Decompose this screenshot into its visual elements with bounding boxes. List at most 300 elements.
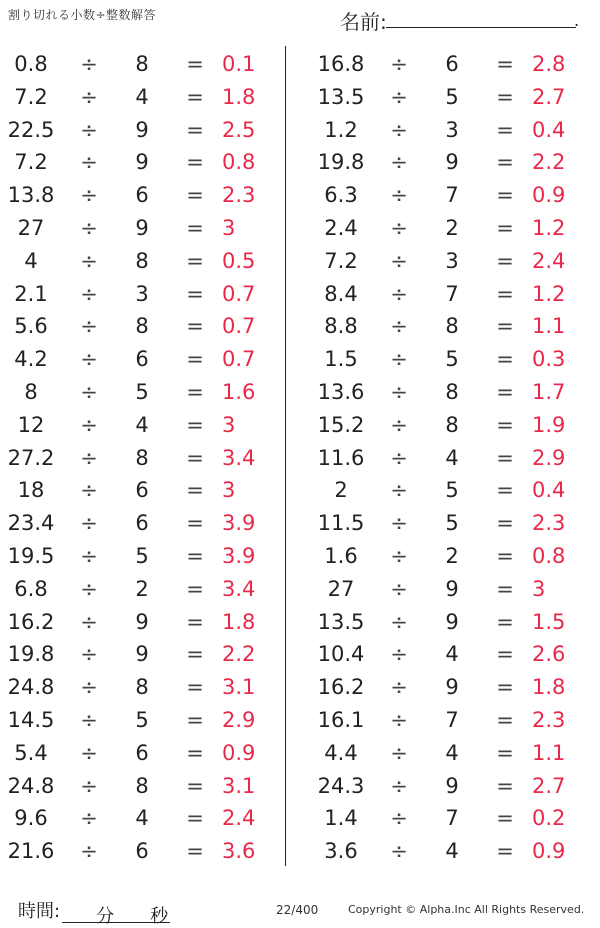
problem-row <box>310 376 600 409</box>
problem-row <box>0 245 290 278</box>
minutes-label: 分 <box>96 906 115 927</box>
division-sign: ÷ <box>80 773 98 798</box>
answer: 0.4 <box>532 478 566 503</box>
equals-sign: = <box>496 543 514 568</box>
dividend: 5.4 <box>14 740 48 765</box>
equals-sign: = <box>186 183 204 208</box>
problem-row <box>310 146 600 179</box>
divisor: 8 <box>445 314 459 339</box>
dividend: 9.6 <box>14 806 48 831</box>
divisor: 9 <box>445 609 459 634</box>
division-sign: ÷ <box>390 675 408 700</box>
answer: 0.9 <box>532 183 566 208</box>
division-sign: ÷ <box>80 52 98 76</box>
division-sign: ÷ <box>80 675 98 700</box>
equals-sign: = <box>496 609 514 634</box>
answer: 1.2 <box>532 281 566 306</box>
problem-row <box>310 704 600 737</box>
seconds-label: 秒 <box>150 906 169 927</box>
problem-row <box>0 638 290 671</box>
divisor: 3 <box>445 117 459 142</box>
division-sign: ÷ <box>80 150 98 175</box>
problem-row <box>310 802 600 835</box>
dividend: 2 <box>334 478 348 503</box>
equals-sign: = <box>496 675 514 700</box>
divisor: 8 <box>135 773 149 798</box>
problem-row <box>0 737 290 770</box>
dividend: 1.6 <box>324 543 358 568</box>
left-problem-column <box>0 48 290 868</box>
division-sign: ÷ <box>80 543 98 568</box>
division-sign: ÷ <box>390 806 408 831</box>
equals-sign: = <box>496 445 514 470</box>
problem-row <box>310 81 600 114</box>
equals-sign: = <box>186 707 204 732</box>
problem-row <box>0 179 290 212</box>
answer: 2.9 <box>532 445 566 470</box>
dividend: 21.6 <box>7 839 55 864</box>
answer: 0.5 <box>222 248 256 273</box>
dividend: 13.6 <box>317 379 365 404</box>
dividend: 13.8 <box>7 183 55 208</box>
equals-sign: = <box>496 478 514 503</box>
dividend: 13.5 <box>317 84 365 109</box>
divisor: 5 <box>445 511 459 536</box>
divisor: 4 <box>135 84 149 109</box>
dividend: 12 <box>17 412 45 437</box>
problem-row <box>310 48 600 81</box>
divisor: 6 <box>135 183 149 208</box>
problem-row <box>0 802 290 835</box>
divisor: 3 <box>445 248 459 273</box>
equals-sign: = <box>496 707 514 732</box>
time-label: 時間: <box>18 901 61 922</box>
answer: 2.3 <box>532 707 566 732</box>
answer: 1.1 <box>532 740 566 765</box>
dividend: 22.5 <box>7 117 55 142</box>
equals-sign: = <box>496 347 514 372</box>
answer: 2.5 <box>222 117 256 142</box>
division-sign: ÷ <box>80 642 98 667</box>
answer: 0.8 <box>222 150 256 175</box>
division-sign: ÷ <box>80 248 98 273</box>
dividend: 16.8 <box>317 52 365 76</box>
division-sign: ÷ <box>390 478 408 503</box>
answer: 0.3 <box>532 347 566 372</box>
division-sign: ÷ <box>390 839 408 864</box>
dividend: 4.2 <box>14 347 48 372</box>
answer: 0.7 <box>222 314 256 339</box>
dividend: 15.2 <box>317 412 365 437</box>
answer: 1.7 <box>532 379 566 404</box>
dividend: 4.4 <box>324 740 358 765</box>
divisor: 8 <box>135 445 149 470</box>
answer: 1.2 <box>532 215 566 240</box>
division-sign: ÷ <box>390 281 408 306</box>
page-number: 22/400 <box>276 903 319 917</box>
answer: 0.7 <box>222 281 256 306</box>
division-sign: ÷ <box>80 609 98 634</box>
problem-row <box>310 770 600 803</box>
divisor: 9 <box>445 150 459 175</box>
divisor: 8 <box>135 248 149 273</box>
divisor: 6 <box>135 740 149 765</box>
answer: 3.6 <box>222 839 256 864</box>
dividend: 24.3 <box>317 773 365 798</box>
dividend: 13.5 <box>317 609 365 634</box>
problem-row <box>310 573 600 606</box>
equals-sign: = <box>186 806 204 831</box>
answer: 2.7 <box>532 773 566 798</box>
equals-sign: = <box>186 839 204 864</box>
problem-row <box>310 179 600 212</box>
problem-row <box>0 770 290 803</box>
dividend: 18 <box>17 478 45 503</box>
equals-sign: = <box>186 281 204 306</box>
problem-row <box>0 146 290 179</box>
dividend: 27.2 <box>7 445 55 470</box>
answer: 3.4 <box>222 576 256 601</box>
divisor: 2 <box>445 543 459 568</box>
answer: 2.9 <box>222 707 256 732</box>
equals-sign: = <box>186 740 204 765</box>
dividend: 14.5 <box>7 707 55 732</box>
answer: 0.9 <box>222 740 256 765</box>
divisor: 5 <box>445 347 459 372</box>
division-sign: ÷ <box>80 281 98 306</box>
divisor: 9 <box>135 215 149 240</box>
divisor: 9 <box>135 117 149 142</box>
dividend: 24.8 <box>7 773 55 798</box>
problem-row <box>0 507 290 540</box>
problem-row <box>310 409 600 442</box>
dividend: 10.4 <box>317 642 365 667</box>
equals-sign: = <box>186 150 204 175</box>
dividend: 24.8 <box>7 675 55 700</box>
equals-sign: = <box>496 773 514 798</box>
divisor: 6 <box>445 52 459 76</box>
equals-sign: = <box>496 511 514 536</box>
problem-row <box>0 474 290 507</box>
problem-row <box>310 278 600 311</box>
equals-sign: = <box>496 642 514 667</box>
answer: 0.2 <box>532 806 566 831</box>
answer: 3.9 <box>222 543 256 568</box>
equals-sign: = <box>496 215 514 240</box>
answer: 1.6 <box>222 379 256 404</box>
division-sign: ÷ <box>390 707 408 732</box>
division-sign: ÷ <box>390 215 408 240</box>
divisor: 7 <box>445 183 459 208</box>
division-sign: ÷ <box>80 183 98 208</box>
answer: 1.1 <box>532 314 566 339</box>
answer: 3 <box>222 215 236 240</box>
division-sign: ÷ <box>390 117 408 142</box>
problem-row <box>0 81 290 114</box>
answer: 1.8 <box>222 84 256 109</box>
division-sign: ÷ <box>390 740 408 765</box>
answer: 3 <box>222 478 236 503</box>
dividend: 1.4 <box>324 806 358 831</box>
equals-sign: = <box>186 511 204 536</box>
division-sign: ÷ <box>390 150 408 175</box>
dividend: 1.5 <box>324 347 358 372</box>
division-sign: ÷ <box>80 379 98 404</box>
divisor: 9 <box>135 150 149 175</box>
dividend: 1.2 <box>324 117 358 142</box>
division-sign: ÷ <box>390 314 408 339</box>
division-sign: ÷ <box>80 511 98 536</box>
equals-sign: = <box>186 478 204 503</box>
answer: 0.7 <box>222 347 256 372</box>
worksheet-title: 割り切れる小数÷整数解答 <box>8 8 157 22</box>
equals-sign: = <box>186 314 204 339</box>
divisor: 3 <box>135 281 149 306</box>
name-label: 名前: <box>340 10 387 34</box>
equals-sign: = <box>186 52 204 76</box>
answer: 2.4 <box>222 806 256 831</box>
equals-sign: = <box>186 543 204 568</box>
division-sign: ÷ <box>390 445 408 470</box>
divisor: 8 <box>135 675 149 700</box>
answer: 3.9 <box>222 511 256 536</box>
dividend: 2.4 <box>324 215 358 240</box>
division-sign: ÷ <box>390 347 408 372</box>
answer: 3.1 <box>222 675 256 700</box>
divisor: 8 <box>135 314 149 339</box>
problem-row <box>310 540 600 573</box>
division-sign: ÷ <box>80 117 98 142</box>
divisor: 4 <box>445 740 459 765</box>
answer: 2.6 <box>532 642 566 667</box>
divisor: 6 <box>135 839 149 864</box>
problem-row <box>0 540 290 573</box>
dividend: 8.4 <box>324 281 358 306</box>
answer: 2.7 <box>532 84 566 109</box>
equals-sign: = <box>496 52 514 76</box>
problem-row <box>310 638 600 671</box>
divisor: 6 <box>135 511 149 536</box>
division-sign: ÷ <box>390 773 408 798</box>
division-sign: ÷ <box>390 609 408 634</box>
divisor: 8 <box>135 52 149 76</box>
problem-row <box>0 606 290 639</box>
problem-row <box>310 310 600 343</box>
dividend: 19.8 <box>7 642 55 667</box>
division-sign: ÷ <box>80 576 98 601</box>
equals-sign: = <box>496 379 514 404</box>
dividend: 7.2 <box>14 150 48 175</box>
divisor: 5 <box>445 84 459 109</box>
problem-row <box>0 442 290 475</box>
equals-sign: = <box>496 150 514 175</box>
divisor: 9 <box>445 576 459 601</box>
equals-sign: = <box>496 806 514 831</box>
equals-sign: = <box>496 183 514 208</box>
equals-sign: = <box>186 773 204 798</box>
dividend: 11.5 <box>317 511 365 536</box>
answer: 0.8 <box>532 543 566 568</box>
equals-sign: = <box>496 740 514 765</box>
name-field-end-dot: . <box>574 11 580 30</box>
division-sign: ÷ <box>80 707 98 732</box>
divisor: 8 <box>445 412 459 437</box>
answer: 0.4 <box>532 117 566 142</box>
divisor: 4 <box>135 806 149 831</box>
problem-row <box>0 343 290 376</box>
dividend: 4 <box>24 248 38 273</box>
division-sign: ÷ <box>80 215 98 240</box>
answer: 2.3 <box>222 183 256 208</box>
answer: 2.8 <box>532 52 566 76</box>
dividend: 19.8 <box>317 150 365 175</box>
divisor: 6 <box>135 478 149 503</box>
answer: 0.1 <box>222 52 256 76</box>
dividend: 16.2 <box>317 675 365 700</box>
problem-row <box>310 835 600 868</box>
division-sign: ÷ <box>80 347 98 372</box>
dividend: 3.6 <box>324 839 358 864</box>
problem-row <box>0 278 290 311</box>
problem-row <box>0 114 290 147</box>
division-sign: ÷ <box>80 412 98 437</box>
divisor: 9 <box>135 609 149 634</box>
problem-row <box>0 409 290 442</box>
dividend: 27 <box>17 215 45 240</box>
division-sign: ÷ <box>80 806 98 831</box>
division-sign: ÷ <box>390 52 408 76</box>
equals-sign: = <box>496 412 514 437</box>
problem-row <box>0 310 290 343</box>
equals-sign: = <box>496 84 514 109</box>
equals-sign: = <box>186 445 204 470</box>
equals-sign: = <box>496 839 514 864</box>
divisor: 5 <box>135 707 149 732</box>
divisor: 4 <box>135 412 149 437</box>
divisor: 5 <box>445 478 459 503</box>
equals-sign: = <box>496 576 514 601</box>
divisor: 4 <box>445 445 459 470</box>
problem-row <box>0 835 290 868</box>
dividend: 8 <box>24 379 38 404</box>
division-sign: ÷ <box>80 839 98 864</box>
answer: 3.1 <box>222 773 256 798</box>
divisor: 4 <box>445 839 459 864</box>
time-field-line[interactable] <box>62 904 170 927</box>
equals-sign: = <box>496 117 514 142</box>
equals-sign: = <box>186 609 204 634</box>
answer: 1.5 <box>532 609 566 634</box>
equals-sign: = <box>186 379 204 404</box>
divisor: 7 <box>445 806 459 831</box>
equals-sign: = <box>186 675 204 700</box>
dividend: 5.6 <box>14 314 48 339</box>
problem-row <box>0 212 290 245</box>
equals-sign: = <box>496 248 514 273</box>
problem-row <box>310 245 600 278</box>
dividend: 7.2 <box>324 248 358 273</box>
dividend: 19.5 <box>7 543 55 568</box>
right-problem-column <box>310 48 600 868</box>
problem-row <box>310 114 600 147</box>
dividend: 16.1 <box>317 707 365 732</box>
answer: 2.2 <box>532 150 566 175</box>
problem-row <box>0 704 290 737</box>
equals-sign: = <box>186 576 204 601</box>
dividend: 11.6 <box>317 445 365 470</box>
divisor: 7 <box>445 707 459 732</box>
division-sign: ÷ <box>390 543 408 568</box>
equals-sign: = <box>186 84 204 109</box>
divisor: 9 <box>445 773 459 798</box>
divisor: 8 <box>445 379 459 404</box>
divisor: 5 <box>135 543 149 568</box>
name-field-line[interactable] <box>386 27 576 28</box>
copyright-notice: Copyright © Alpha.Inc All Rights Reserved. <box>348 903 585 916</box>
division-sign: ÷ <box>80 445 98 470</box>
divisor: 9 <box>135 642 149 667</box>
problem-row <box>310 671 600 704</box>
division-sign: ÷ <box>390 511 408 536</box>
dividend: 2.1 <box>14 281 48 306</box>
division-sign: ÷ <box>80 84 98 109</box>
answer: 3.4 <box>222 445 256 470</box>
answer: 0.9 <box>532 839 566 864</box>
division-sign: ÷ <box>390 84 408 109</box>
problem-row <box>310 474 600 507</box>
division-sign: ÷ <box>80 478 98 503</box>
division-sign: ÷ <box>390 379 408 404</box>
answer: 2.2 <box>222 642 256 667</box>
problem-row <box>310 507 600 540</box>
answer: 1.8 <box>222 609 256 634</box>
dividend: 0.8 <box>14 52 48 76</box>
answer: 1.8 <box>532 675 566 700</box>
dividend: 23.4 <box>7 511 55 536</box>
division-sign: ÷ <box>80 740 98 765</box>
equals-sign: = <box>186 642 204 667</box>
answer: 3 <box>532 576 546 601</box>
dividend: 8.8 <box>324 314 358 339</box>
problem-row <box>310 343 600 376</box>
equals-sign: = <box>186 215 204 240</box>
division-sign: ÷ <box>390 412 408 437</box>
divisor: 2 <box>135 576 149 601</box>
divisor: 6 <box>135 347 149 372</box>
equals-sign: = <box>186 347 204 372</box>
divisor: 7 <box>445 281 459 306</box>
equals-sign: = <box>186 412 204 437</box>
answer: 3 <box>222 412 236 437</box>
problem-row <box>310 212 600 245</box>
dividend: 16.2 <box>7 609 55 634</box>
division-sign: ÷ <box>390 248 408 273</box>
problem-row <box>310 606 600 639</box>
answer: 1.9 <box>532 412 566 437</box>
divisor: 2 <box>445 215 459 240</box>
problem-row <box>0 573 290 606</box>
divisor: 9 <box>445 675 459 700</box>
division-sign: ÷ <box>390 576 408 601</box>
time-record <box>18 897 170 927</box>
equals-sign: = <box>496 314 514 339</box>
divisor: 4 <box>445 642 459 667</box>
equals-sign: = <box>496 281 514 306</box>
problem-row <box>0 48 290 81</box>
division-sign: ÷ <box>80 314 98 339</box>
answer: 2.4 <box>532 248 566 273</box>
dividend: 6.3 <box>324 183 358 208</box>
